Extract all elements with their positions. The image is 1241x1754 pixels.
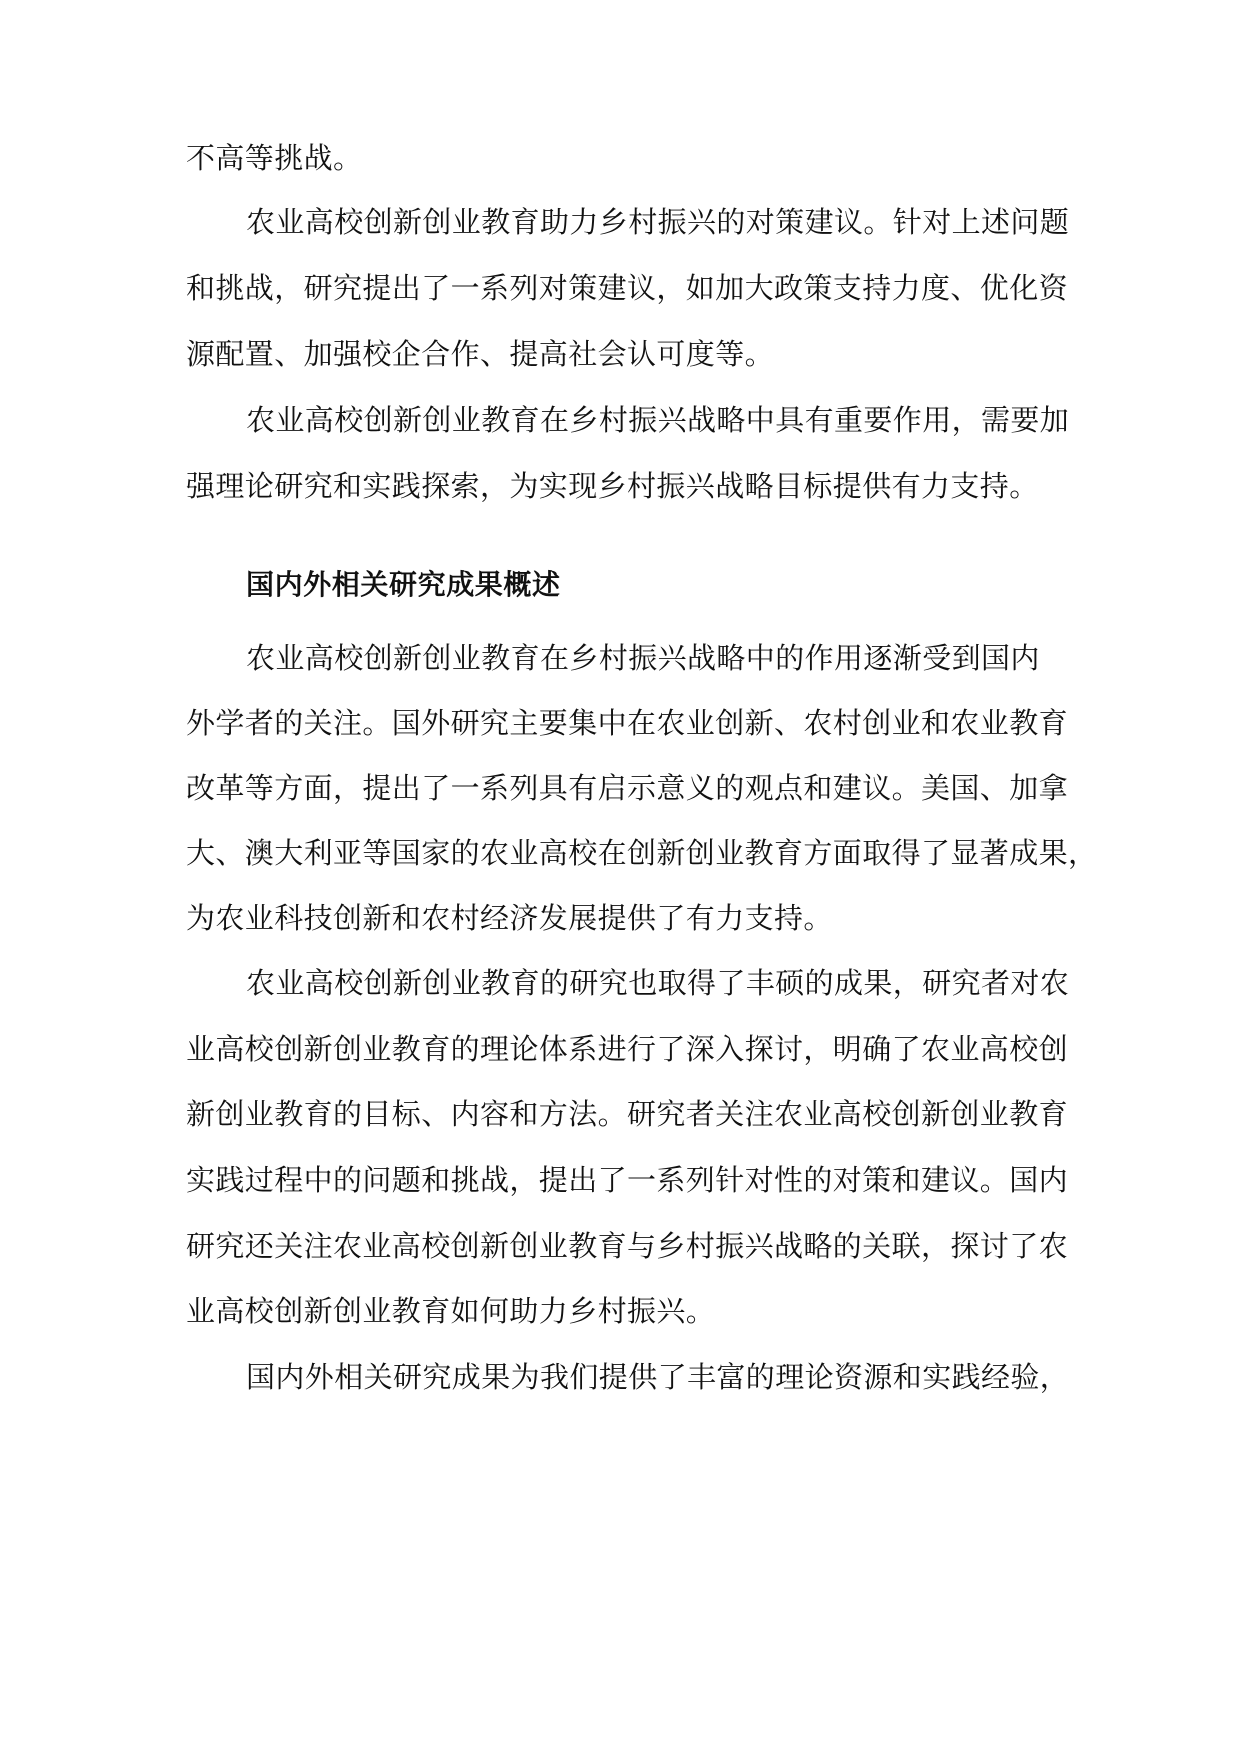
section-heading: 国内外相关研究成果概述	[246, 568, 561, 601]
paragraph-line: 农业高校创新创业教育在乡村振兴战略中具有重要作用，需要加	[246, 403, 1070, 437]
paragraph-line: 农业高校创新创业教育助力乡村振兴的对策建议。针对上述问题	[246, 205, 1070, 239]
paragraph-line: 实践过程中的问题和挑战，提出了一系列针对性的对策和建议。国内	[186, 1163, 1069, 1197]
paragraph-line: 源配置、加强校企合作、提高社会认可度等。	[186, 337, 775, 371]
paragraph-line: 农业高校创新创业教育在乡村振兴战略中的作用逐渐受到国内	[246, 641, 1040, 675]
paragraph-line: 业高校创新创业教育如何助力乡村振兴。	[186, 1294, 716, 1328]
paragraph-line: 农业高校创新创业教育的研究也取得了丰硕的成果，研究者对农	[246, 966, 1070, 1000]
paragraph-line: 不高等挑战。	[186, 141, 363, 175]
paragraph-line: 外学者的关注。国外研究主要集中在农业创新、农村创业和农业教育	[186, 706, 1069, 740]
paragraph-line: 为农业科技创新和农村经济发展提供了有力支持。	[186, 901, 833, 935]
paragraph-line: 新创业教育的目标、内容和方法。研究者关注农业高校创新创业教育	[186, 1097, 1069, 1131]
paragraph-line: 研究还关注农业高校创新创业教育与乡村振兴战略的关联，探讨了农	[186, 1229, 1069, 1263]
paragraph-line: 业高校创新创业教育的理论体系进行了深入探讨，明确了农业高校创	[186, 1032, 1069, 1066]
paragraph-line: 大、澳大利亚等国家的农业高校在创新创业教育方面取得了显著成果，	[186, 836, 1098, 870]
paragraph-line: 和挑战，研究提出了一系列对策建议，如加大政策支持力度、优化资	[186, 271, 1069, 305]
paragraph-line: 改革等方面，提出了一系列具有启示意义的观点和建议。美国、加拿	[186, 771, 1069, 805]
paragraph-line: 强理论研究和实践探索，为实现乡村振兴战略目标提供有力支持。	[186, 469, 1039, 503]
paragraph-line: 国内外相关研究成果为我们提供了丰富的理论资源和实践经验，	[246, 1360, 1070, 1394]
